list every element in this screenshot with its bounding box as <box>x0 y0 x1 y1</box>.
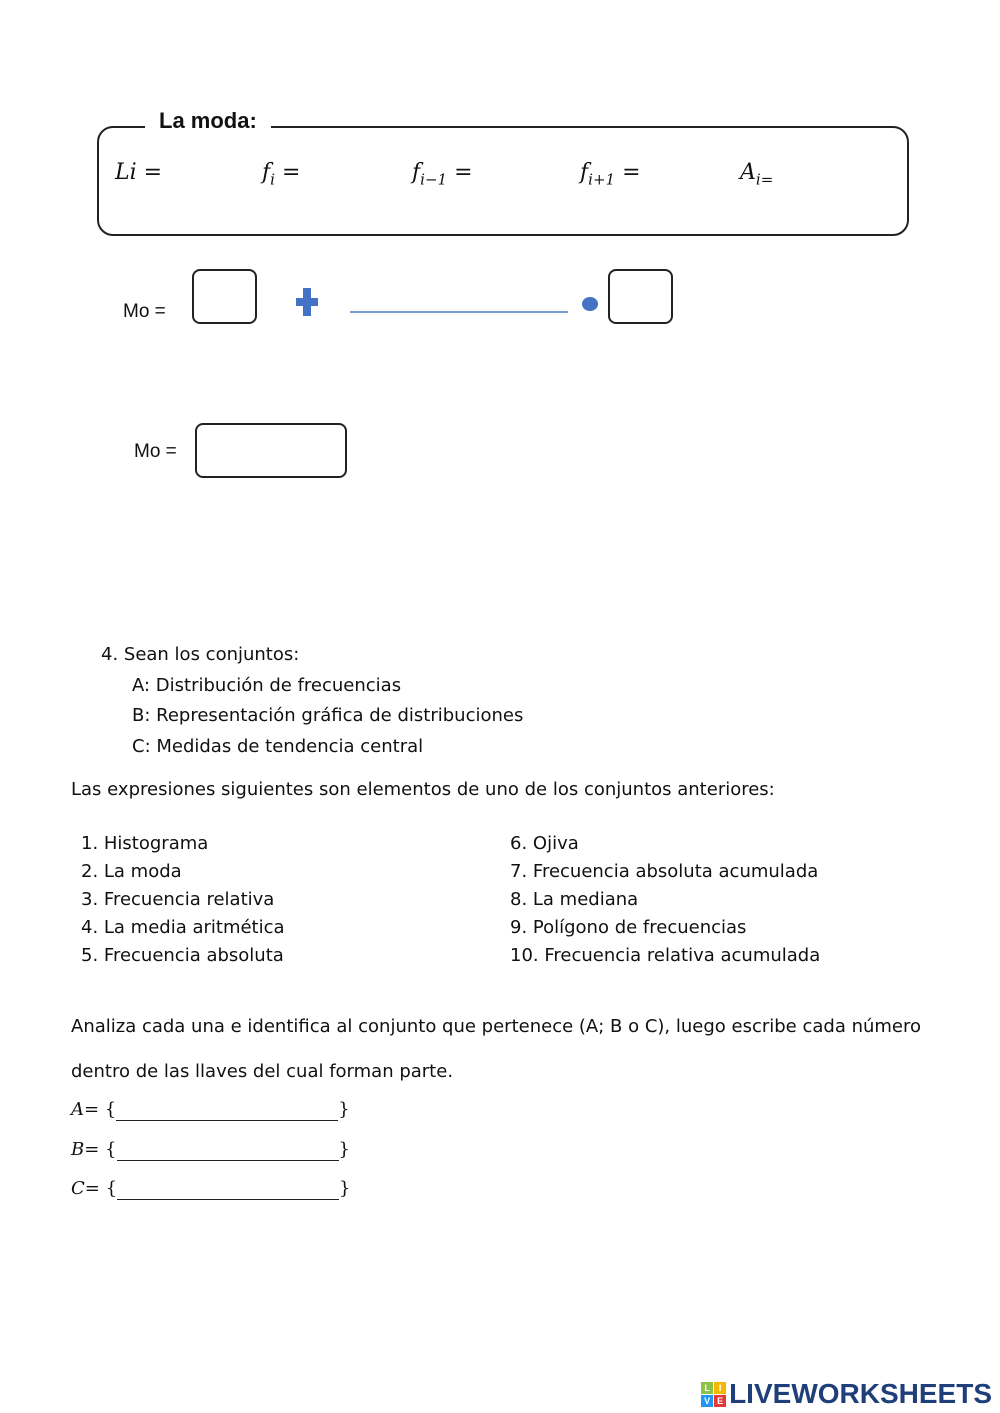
set-b-open: = { <box>84 1139 117 1160</box>
instructions-line-1: Analiza cada una e identifica al conjunto que pertenece (A; B o C), luego escribe cada número <box>71 1016 922 1037</box>
mo-result-input[interactable] <box>195 423 347 478</box>
moda-frame <box>97 126 909 236</box>
list-item: 6. Ojiva <box>510 833 579 854</box>
mo-result-label: Mo = <box>134 441 177 462</box>
instructions-line-2: dentro de las llaves del cual forman parte. <box>71 1061 454 1082</box>
list-item: 1. Histograma <box>81 833 209 854</box>
list-item: 9. Polígono de frecuencias <box>510 917 747 938</box>
logo-badge-letter: I <box>714 1382 726 1394</box>
set-b-label: B <box>71 1139 85 1160</box>
logo-badge-icon <box>701 1382 726 1407</box>
set-a-blank[interactable] <box>116 1099 338 1121</box>
logo-badge-letter: E <box>714 1395 726 1407</box>
multiply-dot-icon <box>582 297 598 311</box>
fi-plus-1-label: $f_{i+1}$ = <box>580 160 641 189</box>
answer-c-row <box>71 1178 351 1200</box>
liveworksheets-logo <box>701 1378 992 1410</box>
list-item: 7. Frecuencia absoluta acumulada <box>510 861 819 882</box>
list-item: 2. La moda <box>81 861 182 882</box>
li-label: Li = <box>115 160 163 185</box>
set-a-label: A <box>71 1099 84 1120</box>
answer-a-row <box>71 1099 350 1121</box>
set-a-open: = { <box>84 1099 117 1120</box>
list-item: 5. Frecuencia absoluta <box>81 945 284 966</box>
fi-minus-1-label: $f_{i-1}$ = <box>412 160 473 189</box>
question-4-heading: 4. Sean los conjuntos: <box>101 644 300 665</box>
answer-b-row <box>71 1139 350 1161</box>
list-item: 8. La mediana <box>510 889 639 910</box>
intro-text: Las expresiones siguientes son elementos de uno de los conjuntos anteriores: <box>71 779 775 800</box>
li-input-box[interactable] <box>192 269 257 324</box>
ai-input-box[interactable] <box>608 269 673 324</box>
ai-label: $A_{i=}$ <box>740 160 774 189</box>
set-c-definition: C: Medidas de tendencia central <box>132 736 424 757</box>
fraction-line[interactable] <box>350 311 568 313</box>
set-b-close: } <box>338 1139 350 1160</box>
set-c-label: C <box>71 1178 85 1199</box>
fi-label: $f_i$ = <box>262 160 301 189</box>
set-c-open: = { <box>84 1178 118 1199</box>
logo-badge-letter: V <box>701 1395 713 1407</box>
set-b-definition: B: Representación gráfica de distribuciones <box>132 705 524 726</box>
set-a-close: } <box>338 1099 350 1120</box>
logo-badge-letter: L <box>701 1382 713 1394</box>
mo-formula-label: Mo = <box>123 301 166 322</box>
plus-icon <box>296 288 318 316</box>
logo-text: LIVEWORKSHEETS <box>729 1378 992 1409</box>
list-item: 10. Frecuencia relativa acumulada <box>510 945 821 966</box>
items-right-list <box>510 830 820 970</box>
list-item: 3. Frecuencia relativa <box>81 889 275 910</box>
set-b-blank[interactable] <box>117 1139 339 1161</box>
items-left-list <box>81 830 285 970</box>
list-item: 4. La media aritmética <box>81 917 285 938</box>
set-a-definition: A: Distribución de frecuencias <box>132 675 402 696</box>
set-c-blank[interactable] <box>117 1178 339 1200</box>
moda-title: La moda: <box>145 108 271 134</box>
set-c-close: } <box>339 1178 351 1199</box>
